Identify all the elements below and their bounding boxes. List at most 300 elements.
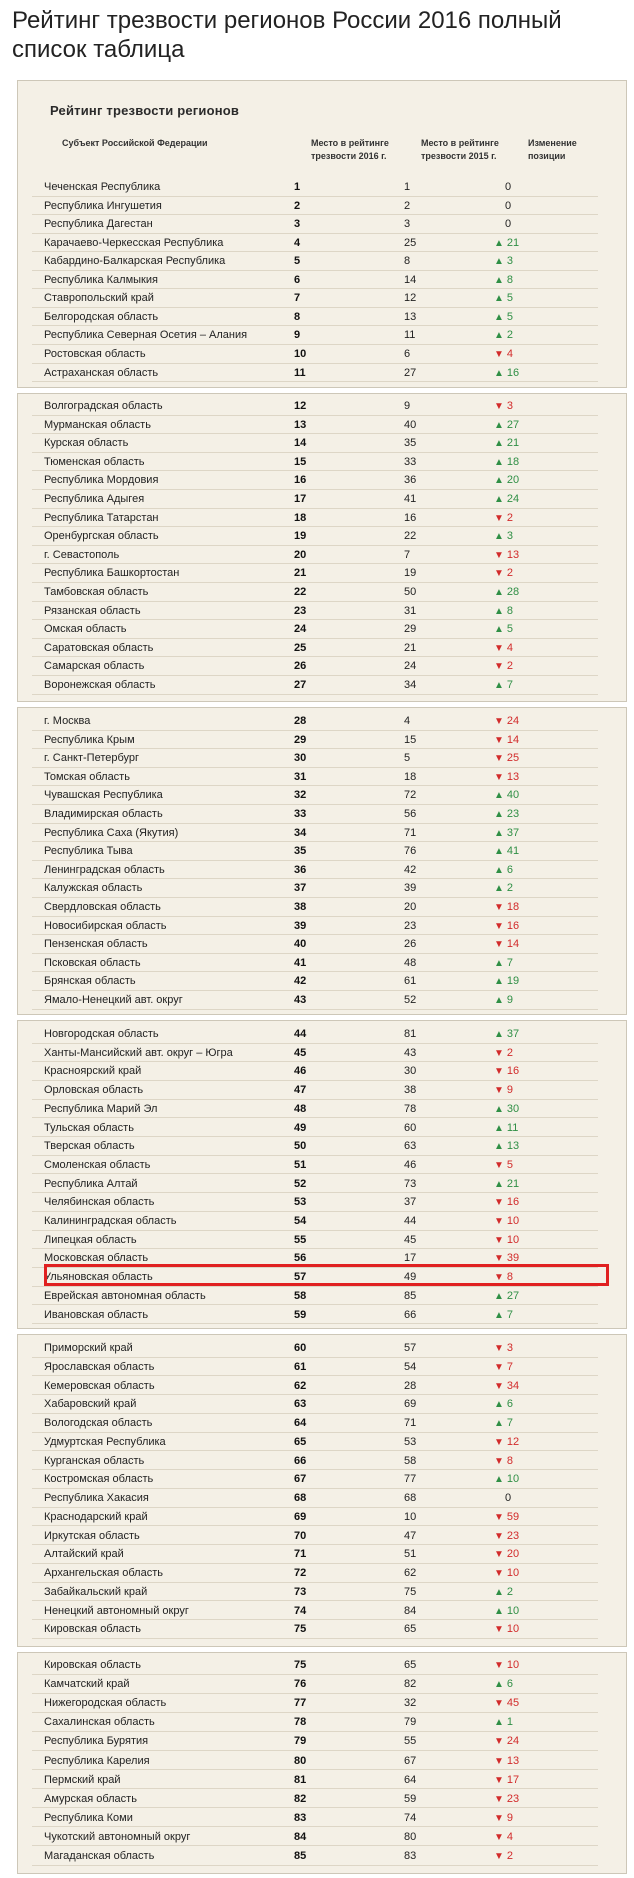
change-value: 2: [506, 329, 514, 342]
region-name: Пензенская область: [44, 938, 148, 951]
change-value: 4: [506, 641, 514, 654]
position-change: [494, 1508, 519, 1527]
position-change: [494, 805, 519, 824]
table-row: [32, 1044, 598, 1063]
region-name: Тульская область: [44, 1121, 134, 1134]
rank-2015: 8: [404, 255, 411, 268]
arrow-down-icon: ▼: [494, 716, 504, 727]
rank-2015: 49: [404, 1271, 417, 1284]
position-change: [494, 749, 519, 768]
table-row: [32, 1732, 598, 1751]
region-name: г. Москва: [44, 715, 91, 727]
rank-2016: 79: [294, 1735, 307, 1748]
arrow-down-icon: ▼: [494, 1047, 504, 1059]
position-change: [494, 471, 519, 490]
change-value: 2: [506, 511, 514, 524]
position-change: [494, 434, 519, 453]
arrow-up-icon: ▲: [494, 311, 504, 323]
table-row: [32, 1100, 598, 1119]
rank-2016: 25: [294, 641, 307, 654]
arrow-down-icon: ▼: [494, 1197, 504, 1209]
rank-2015: 23: [404, 919, 417, 932]
region-name: Красноярский край: [44, 1065, 142, 1078]
position-change: [494, 898, 519, 917]
rank-2015: 74: [404, 1811, 417, 1824]
rank-2016: 4: [294, 236, 301, 249]
change-value: 21: [506, 1177, 520, 1190]
region-name: Томская область: [44, 770, 130, 783]
rank-2016: 20: [294, 548, 307, 561]
region-name: Республика Марий Эл: [44, 1102, 158, 1115]
change-value: 10: [506, 1215, 520, 1227]
region-name: Кабардино-Балкарская Республика: [44, 255, 226, 268]
region-name: Республика Хакасия: [44, 1492, 149, 1504]
position-change: [494, 1339, 513, 1358]
rank-2015: 22: [404, 530, 417, 543]
position-change: [494, 1790, 519, 1809]
arrow-up-icon: ▲: [494, 1309, 504, 1321]
rank-2015: 3: [404, 218, 411, 231]
table-row: [32, 1713, 598, 1732]
rank-2015: 59: [404, 1792, 417, 1805]
rank-2016: 33: [294, 808, 307, 820]
table-row: [32, 326, 598, 345]
table-row: [32, 1620, 598, 1639]
change-value: 0: [505, 218, 512, 231]
rank-2016: 64: [294, 1417, 307, 1429]
change-value: 9: [506, 994, 514, 1006]
position-change: [494, 861, 513, 880]
change-value: 5: [506, 310, 514, 323]
rank-2016: 6: [294, 273, 301, 286]
table-row: [32, 434, 598, 453]
position-change: [494, 879, 513, 898]
table-row: [32, 602, 598, 621]
header-rank-2016: Место в рейтинге трезвости 2016 г.: [311, 138, 389, 161]
rank-2015: 25: [404, 236, 417, 249]
rank-2016: 46: [294, 1065, 307, 1078]
region-name: Нижегородская область: [44, 1697, 167, 1710]
rank-2015: 42: [404, 863, 417, 876]
rank-2015: 61: [404, 975, 417, 988]
region-name: Саратовская область: [44, 641, 154, 654]
rank-2015: 50: [404, 586, 417, 598]
highlight-box: [44, 1264, 609, 1286]
position-change: [494, 490, 519, 509]
rank-2016: 18: [294, 511, 307, 524]
table-row: [32, 805, 598, 824]
rank-2016: 76: [294, 1678, 307, 1691]
table-row: [32, 620, 598, 639]
table-row: [32, 935, 598, 954]
rank-2016: 23: [294, 604, 307, 617]
region-name: Республика Северная Осетия – Алания: [44, 329, 248, 342]
table-title: Рейтинг трезвости регионов: [50, 103, 240, 118]
rank-2015: 9: [404, 400, 411, 412]
rank-2016: 68: [294, 1492, 307, 1504]
region-name: Владимирская область: [44, 808, 163, 820]
table-row: [32, 712, 598, 731]
table-row: [32, 453, 598, 472]
arrow-down-icon: ▼: [494, 1234, 504, 1246]
change-value: 23: [506, 808, 520, 820]
region-name: Республика Тыва: [44, 845, 133, 858]
arrow-down-icon: ▼: [494, 1851, 504, 1862]
table-row: [32, 1847, 598, 1866]
rank-2015: 2: [404, 199, 411, 212]
rank-2015: 76: [404, 845, 417, 858]
table-row: [32, 1212, 598, 1231]
rank-2016: 39: [294, 919, 307, 932]
arrow-up-icon: ▲: [494, 883, 504, 895]
table-row: [32, 509, 598, 528]
position-change: [494, 991, 513, 1010]
rank-2016: 26: [294, 660, 307, 673]
table-row: [32, 345, 598, 364]
table-row: [32, 1527, 598, 1546]
table-row: [32, 471, 598, 490]
arrow-up-icon: ▲: [494, 1399, 504, 1411]
rank-2016: 70: [294, 1529, 307, 1542]
arrow-down-icon: ▼: [494, 939, 504, 951]
region-name: Магаданская область: [44, 1850, 155, 1862]
position-change: [494, 1809, 513, 1828]
table-row: [32, 416, 598, 435]
region-name: г. Севастополь: [44, 548, 120, 561]
region-name: Республика Мордовия: [44, 474, 159, 487]
change-value: 16: [506, 1196, 520, 1209]
rank-2016: 75: [294, 1659, 307, 1671]
region-name: Пермский край: [44, 1773, 121, 1786]
change-value: 41: [506, 845, 520, 858]
arrow-down-icon: ▼: [494, 1343, 504, 1354]
rank-2015: 71: [404, 826, 417, 839]
rank-2015: 45: [404, 1233, 417, 1246]
position-change: [494, 1395, 513, 1414]
rank-2016: 28: [294, 715, 307, 727]
position-change: [494, 1752, 519, 1771]
table-row: [32, 1452, 598, 1471]
arrow-up-icon: ▲: [494, 995, 504, 1006]
table-row: [32, 842, 598, 861]
arrow-down-icon: ▼: [494, 1455, 504, 1467]
arrow-down-icon: ▼: [494, 1812, 504, 1824]
rank-2016: 67: [294, 1473, 307, 1486]
region-name: Кировская область: [44, 1623, 141, 1636]
region-name: Волгоградская область: [44, 400, 163, 412]
position-change: [494, 768, 519, 787]
rank-2015: 57: [404, 1342, 417, 1354]
position-change: [494, 712, 519, 731]
region-name: Тюменская область: [44, 455, 145, 468]
table-row: [32, 749, 598, 768]
arrow-up-icon: ▲: [494, 1586, 504, 1598]
table-row: [32, 527, 598, 546]
region-name: Новгородская область: [44, 1028, 159, 1040]
rank-2015: 21: [404, 641, 417, 654]
position-change: [494, 308, 513, 327]
change-value: 7: [506, 956, 514, 969]
rank-2015: 73: [404, 1177, 417, 1190]
position-change: [494, 1847, 513, 1866]
position-change: [494, 364, 519, 383]
rank-2016: 61: [294, 1360, 307, 1373]
arrow-up-icon: ▲: [494, 1290, 504, 1302]
change-value: 11: [506, 1121, 519, 1134]
position-change: [494, 1583, 513, 1602]
rank-2016: 75: [294, 1623, 307, 1636]
table-row: [32, 1564, 598, 1583]
change-value: 18: [506, 455, 520, 468]
change-value: 7: [506, 679, 514, 691]
change-value: 10: [506, 1623, 520, 1636]
arrow-down-icon: ▼: [494, 1831, 504, 1843]
region-name: Камчатский край: [44, 1678, 130, 1691]
change-value: 10: [506, 1604, 520, 1617]
position-change: [494, 1414, 513, 1433]
rank-2016: 9: [294, 329, 301, 342]
rank-2015: 41: [404, 493, 417, 505]
change-value: 3: [506, 400, 514, 412]
change-value: 19: [506, 975, 520, 988]
rank-2016: 30: [294, 752, 307, 765]
position-change: [494, 1452, 513, 1471]
table-row: [32, 824, 598, 843]
arrow-up-icon: ▲: [494, 587, 504, 598]
region-name: Вологодская область: [44, 1417, 153, 1429]
rank-2016: 44: [294, 1028, 307, 1040]
table-row: [32, 1489, 598, 1508]
rank-2015: 66: [404, 1308, 417, 1321]
position-change: [494, 1156, 513, 1175]
table-row: [32, 1062, 598, 1081]
rank-2015: 34: [404, 679, 417, 691]
table-row: [32, 1656, 598, 1675]
rank-2015: 75: [404, 1585, 417, 1598]
position-change: [494, 546, 519, 565]
position-change: [494, 1675, 513, 1694]
change-value: 9: [506, 1084, 514, 1097]
rank-2016: 52: [294, 1177, 307, 1190]
change-value: 24: [506, 493, 520, 505]
change-value: 24: [506, 1735, 520, 1748]
rank-2015: 29: [404, 623, 417, 636]
change-value: 2: [506, 882, 514, 895]
position-change: [494, 1137, 519, 1156]
rank-2015: 80: [404, 1830, 417, 1843]
arrow-up-icon: ▲: [494, 1605, 504, 1617]
rank-2015: 10: [404, 1510, 417, 1523]
rank-2015: 4: [404, 715, 411, 727]
rank-2016: 80: [294, 1754, 307, 1767]
rank-2016: 58: [294, 1289, 307, 1302]
change-value: 3: [506, 255, 514, 268]
region-name: Ленинградская область: [44, 863, 165, 876]
region-name: Курская область: [44, 437, 129, 450]
region-name: Белгородская область: [44, 310, 159, 323]
region-name: Мурманская область: [44, 418, 151, 431]
table-row: [32, 1231, 598, 1250]
position-change: [494, 954, 513, 973]
region-name: г. Санкт-Петербург: [44, 752, 140, 765]
arrow-up-icon: ▲: [494, 438, 504, 450]
arrow-down-icon: ▼: [494, 1698, 504, 1710]
region-name: Забайкальский край: [44, 1585, 148, 1598]
position-change: [494, 1656, 519, 1675]
table-row: [32, 1694, 598, 1713]
rank-2015: 36: [404, 474, 417, 487]
region-name: Хабаровский край: [44, 1398, 137, 1411]
rank-2015: 58: [404, 1454, 417, 1467]
rank-2015: 28: [404, 1379, 417, 1392]
region-name: Тверская область: [44, 1140, 135, 1153]
arrow-up-icon: ▲: [494, 680, 504, 691]
arrow-up-icon: ▲: [494, 367, 504, 379]
region-name: Московская область: [44, 1252, 149, 1265]
arrow-down-icon: ▼: [494, 642, 504, 654]
rank-2016: 5: [294, 255, 301, 268]
arrow-down-icon: ▼: [494, 1272, 504, 1284]
table-row: [32, 1339, 598, 1358]
rank-2015: 20: [404, 901, 417, 913]
arrow-up-icon: ▲: [494, 419, 504, 431]
arrow-down-icon: ▼: [494, 771, 504, 783]
rank-2015: 77: [404, 1473, 417, 1486]
region-name: Ненецкий автономный округ: [44, 1604, 189, 1617]
region-name: Свердловская область: [44, 901, 161, 913]
arrow-up-icon: ▲: [494, 809, 504, 820]
table-row: [32, 564, 598, 583]
region-name: Республика Коми: [44, 1811, 133, 1824]
change-value: 13: [506, 548, 520, 561]
position-change: [494, 453, 519, 472]
position-change: [494, 1358, 513, 1377]
position-change: [494, 1025, 519, 1044]
rank-2016: 59: [294, 1308, 307, 1321]
change-value: 18: [506, 901, 520, 913]
rank-2016: 51: [294, 1158, 307, 1171]
rank-2016: 81: [294, 1773, 307, 1786]
region-name: Республика Татарстан: [44, 511, 159, 524]
position-change: [494, 1377, 519, 1396]
arrow-down-icon: ▼: [494, 1774, 504, 1786]
change-value: 4: [506, 347, 514, 360]
change-value: 2: [506, 1585, 514, 1598]
rank-2015: 38: [404, 1084, 417, 1097]
region-name: Самарская область: [44, 660, 145, 673]
rank-2016: 47: [294, 1084, 307, 1097]
change-value: 7: [506, 1417, 514, 1429]
arrow-up-icon: ▲: [494, 531, 504, 543]
table-row: [32, 1193, 598, 1212]
region-name: Новосибирская область: [44, 919, 167, 932]
position-change: [494, 1694, 519, 1713]
arrow-down-icon: ▼: [494, 1793, 504, 1805]
change-value: 37: [506, 826, 520, 839]
arrow-up-icon: ▲: [494, 1474, 504, 1486]
position-change: [494, 1433, 519, 1452]
change-value: 7: [506, 1360, 514, 1373]
region-name: Республика Дагестан: [44, 218, 153, 231]
arrow-up-icon: ▲: [494, 1122, 504, 1134]
change-value: 40: [506, 789, 520, 802]
arrow-down-icon: ▼: [494, 1436, 504, 1448]
position-change: [494, 917, 519, 936]
arrow-down-icon: ▼: [494, 1253, 504, 1265]
region-name: Республика Ингушетия: [44, 199, 162, 212]
region-name: Карачаево-Черкесская Республика: [44, 236, 224, 249]
rank-2015: 82: [404, 1678, 417, 1691]
position-change: [494, 1306, 513, 1325]
table-row: [32, 234, 598, 253]
position-change: [494, 326, 513, 345]
position-change: [494, 509, 513, 528]
position-change: [494, 1212, 519, 1231]
position-change: [494, 824, 519, 843]
rank-2015: 1: [404, 181, 411, 193]
position-change: [494, 620, 513, 639]
position-change: [494, 1489, 511, 1507]
change-value: 39: [506, 1252, 520, 1265]
rank-2016: 62: [294, 1379, 307, 1392]
position-change: [494, 416, 519, 435]
rank-2015: 15: [404, 733, 417, 746]
region-name: Республика Бурятия: [44, 1735, 149, 1748]
position-change: [494, 564, 513, 583]
rank-2016: 66: [294, 1454, 307, 1467]
rank-2015: 32: [404, 1697, 417, 1710]
rank-2016: 22: [294, 586, 307, 598]
rank-2016: 72: [294, 1567, 307, 1579]
table-row: [32, 197, 598, 216]
change-value: 10: [506, 1233, 520, 1246]
position-change: [494, 1081, 513, 1100]
table-row: [32, 1025, 598, 1044]
arrow-up-icon: ▲: [494, 293, 504, 305]
position-change: [494, 1044, 513, 1063]
arrow-down-icon: ▼: [494, 920, 504, 932]
arrow-up-icon: ▲: [494, 605, 504, 617]
change-value: 2: [506, 1850, 514, 1862]
change-value: 20: [506, 1548, 520, 1561]
table-row: [32, 898, 598, 917]
table-row: [32, 1377, 598, 1396]
arrow-down-icon: ▼: [494, 512, 504, 524]
arrow-up-icon: ▲: [494, 494, 504, 505]
arrow-down-icon: ▼: [494, 1624, 504, 1636]
position-change: [494, 1231, 519, 1250]
change-value: 13: [506, 1140, 520, 1153]
change-value: 10: [506, 1473, 520, 1486]
region-name: Сахалинская область: [44, 1716, 155, 1729]
arrow-up-icon: ▲: [494, 237, 504, 249]
table-row: [32, 1433, 598, 1452]
arrow-down-icon: ▼: [494, 1511, 504, 1523]
arrow-down-icon: ▼: [494, 661, 504, 673]
table-row: [32, 1508, 598, 1527]
table-row: [32, 1358, 598, 1377]
rank-2015: 19: [404, 567, 417, 580]
table-row: [32, 308, 598, 327]
region-name: Ивановская область: [44, 1308, 149, 1321]
arrow-down-icon: ▼: [494, 1159, 504, 1171]
rank-2016: 63: [294, 1398, 307, 1411]
header-region: Субъект Российской Федерации: [62, 138, 208, 148]
change-value: 16: [506, 366, 520, 379]
table-row: [32, 1828, 598, 1847]
region-name: Орловская область: [44, 1084, 144, 1097]
change-value: 1: [506, 1716, 514, 1729]
